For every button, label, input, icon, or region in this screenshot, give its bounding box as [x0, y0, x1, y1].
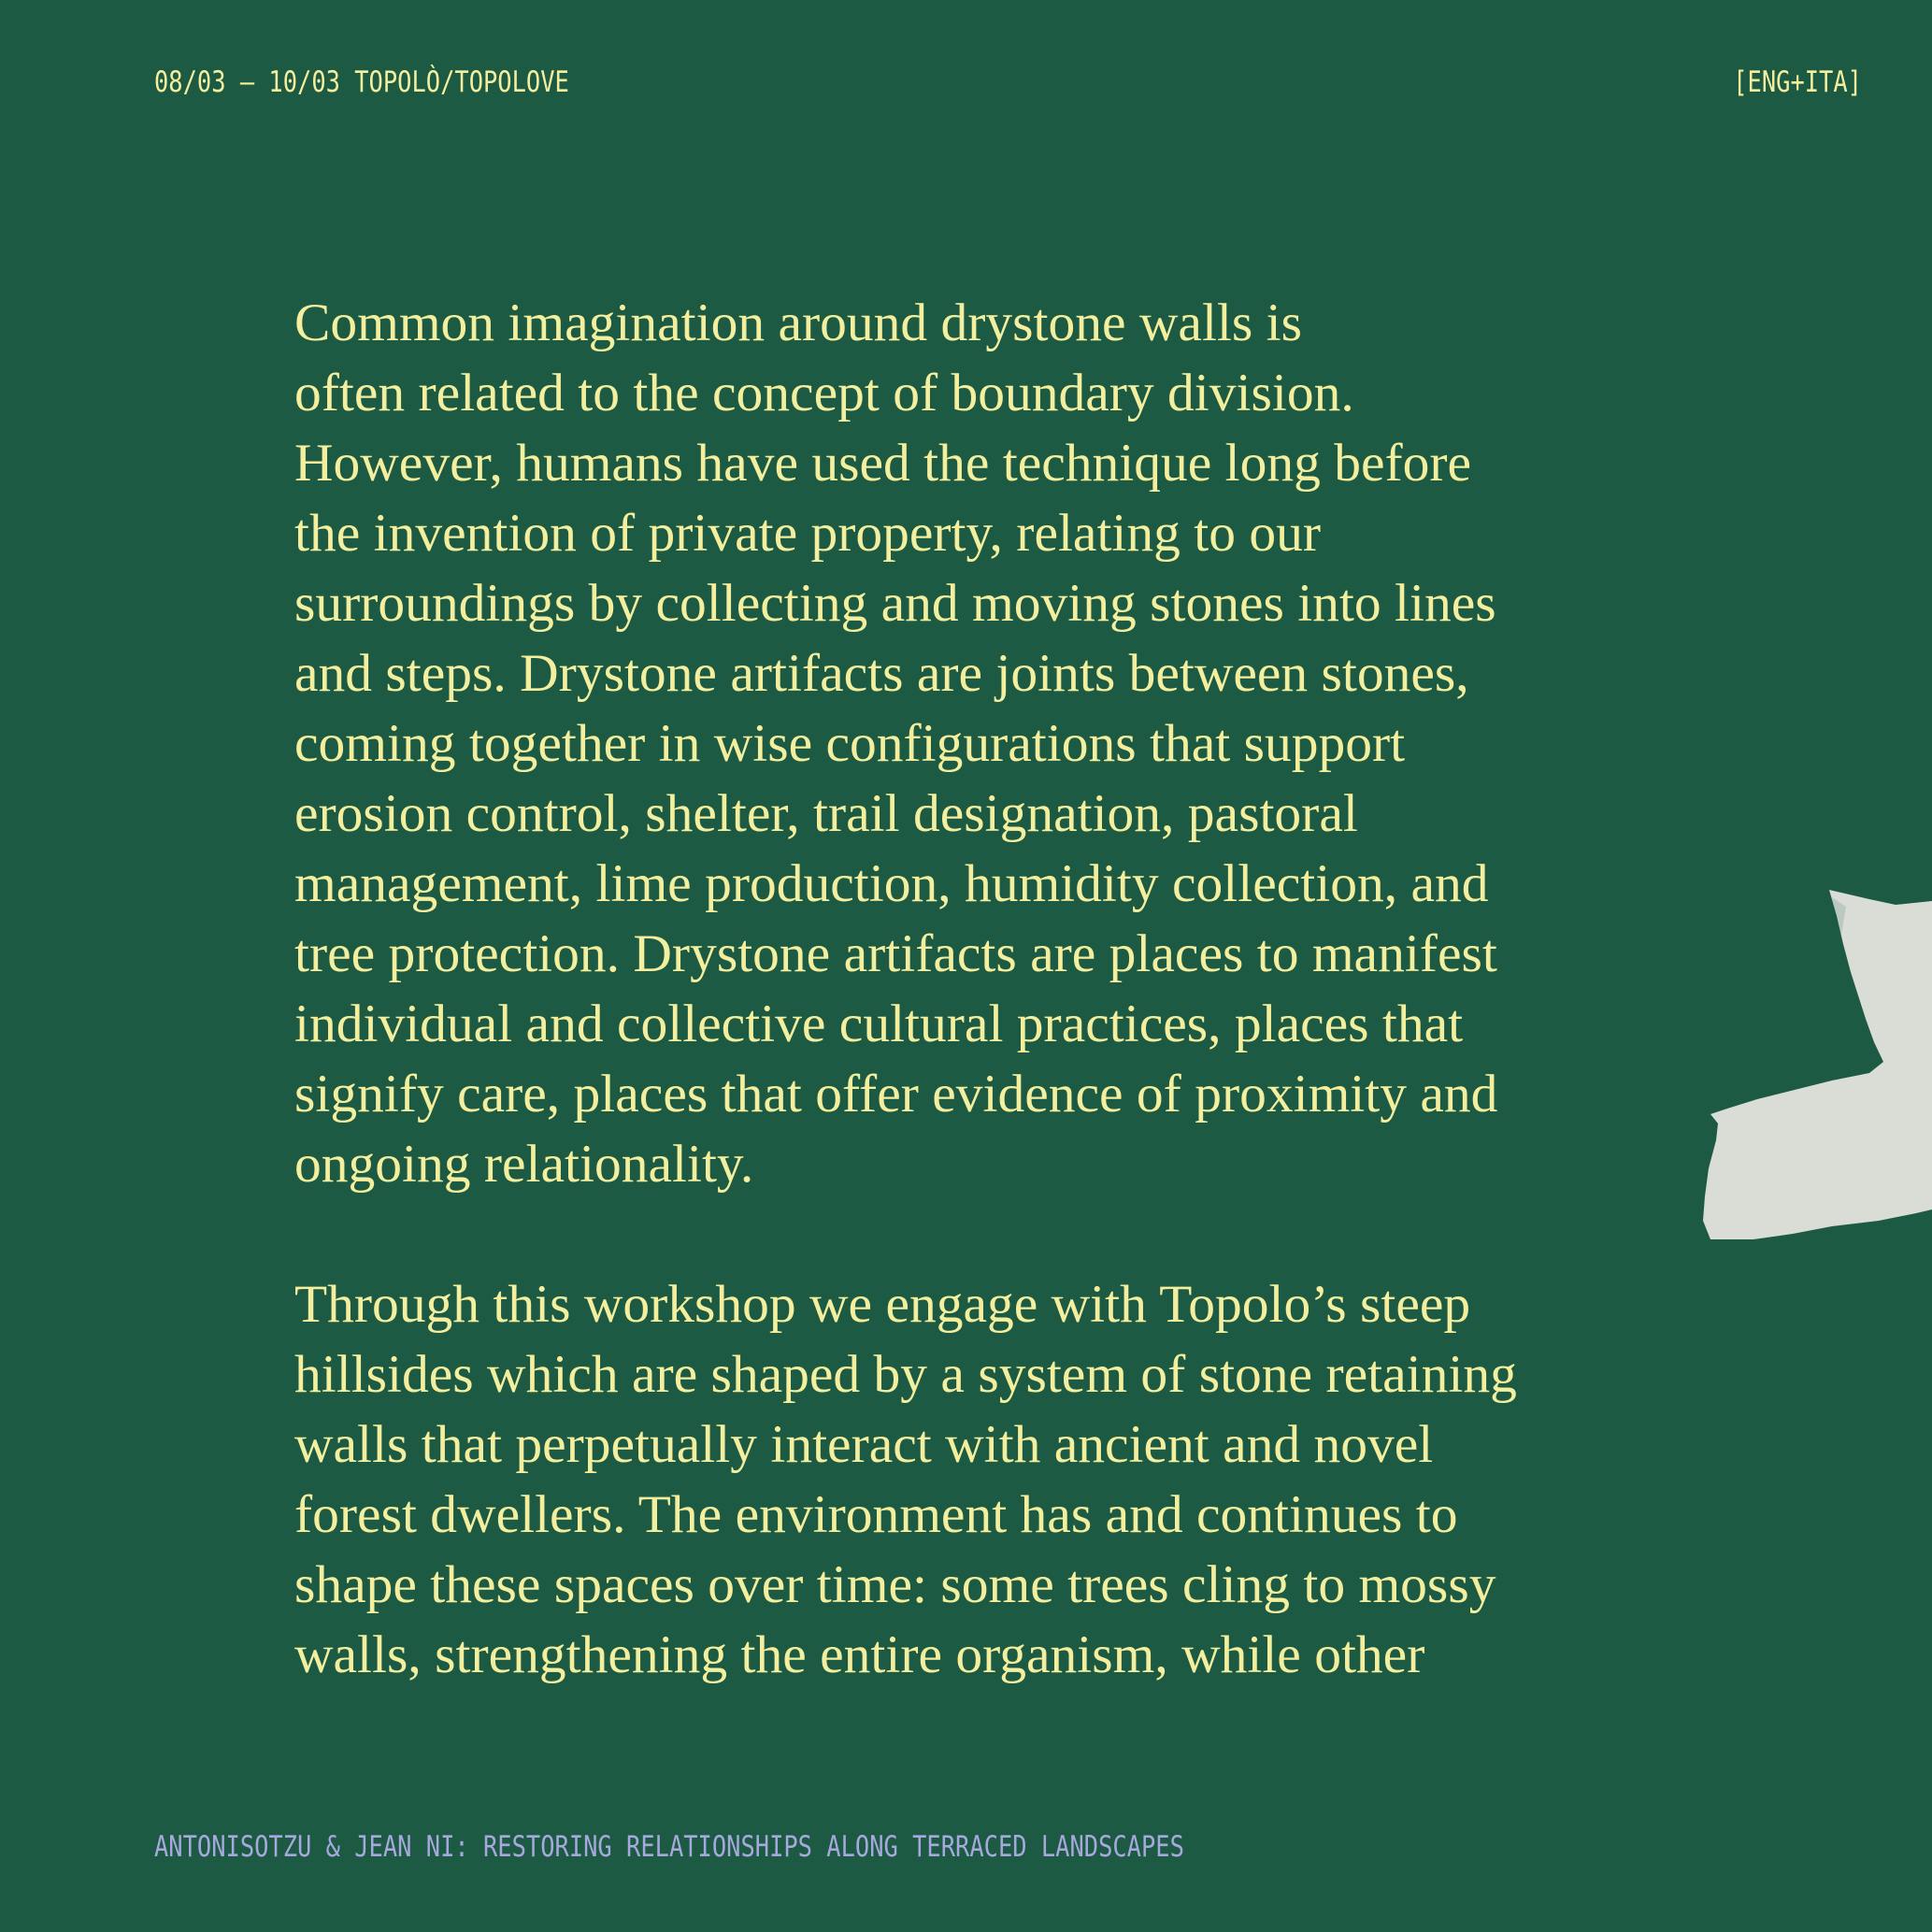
- text-line: often related to the concept of boundary division.: [294, 364, 1354, 422]
- text-line: management, lime production, humidity collection, and: [294, 854, 1489, 913]
- text-line: and steps. Drystone artifacts are joints between stones,: [294, 644, 1469, 703]
- text-line: hillsides which are shaped by a system of stone retaining: [294, 1345, 1517, 1404]
- text-line: walls that perpetually interact with ancient and novel: [294, 1415, 1434, 1474]
- text-line: coming together in wise configurations that support: [294, 714, 1406, 773]
- paragraph-2: [294, 1269, 1659, 1690]
- paragraph-1: [294, 288, 1659, 1199]
- text-line: Common imagination around drystone walls is: [294, 293, 1303, 352]
- main-text: [294, 288, 1659, 1760]
- text-line: tree protection. Drystone artifacts are places to manifest: [294, 924, 1497, 983]
- text-line: surroundings by collecting and moving stones into lines: [294, 574, 1496, 633]
- text-line: erosion control, shelter, trail designation, pastoral: [294, 784, 1358, 843]
- text-line: signify care, places that offer evidence of proximity and: [294, 1065, 1498, 1123]
- text-line: shape these spaces over time: some trees cling to mossy: [294, 1555, 1496, 1614]
- text-line: However, humans have used the technique long before: [294, 434, 1472, 493]
- text-line: ongoing relationality.: [294, 1135, 754, 1194]
- text-line: the invention of private property, relating to our: [294, 504, 1322, 563]
- language-tag: [ENG+ITA]: [1733, 65, 1862, 99]
- text-line: walls, strengthening the entire organism, while other: [294, 1625, 1425, 1684]
- text-line: forest dwellers. The environment has and continues to: [294, 1485, 1458, 1544]
- event-date-location: 08/03 – 10/03 TOPOLÒ/TOPOLOVE: [154, 65, 569, 99]
- text-line: individual and collective cultural practices, places that: [294, 995, 1464, 1053]
- event-title-footer: ANTONISOTZU & JEAN NI: RESTORING RELATIONSHIPS ALONG TERRACED LANDSCAPES: [154, 1830, 1184, 1864]
- text-line: Through this workshop we engage with Topolo’s steep: [294, 1275, 1471, 1334]
- torn-tape-graphic: [1682, 879, 1932, 1365]
- tape-shape: [1703, 890, 1932, 1239]
